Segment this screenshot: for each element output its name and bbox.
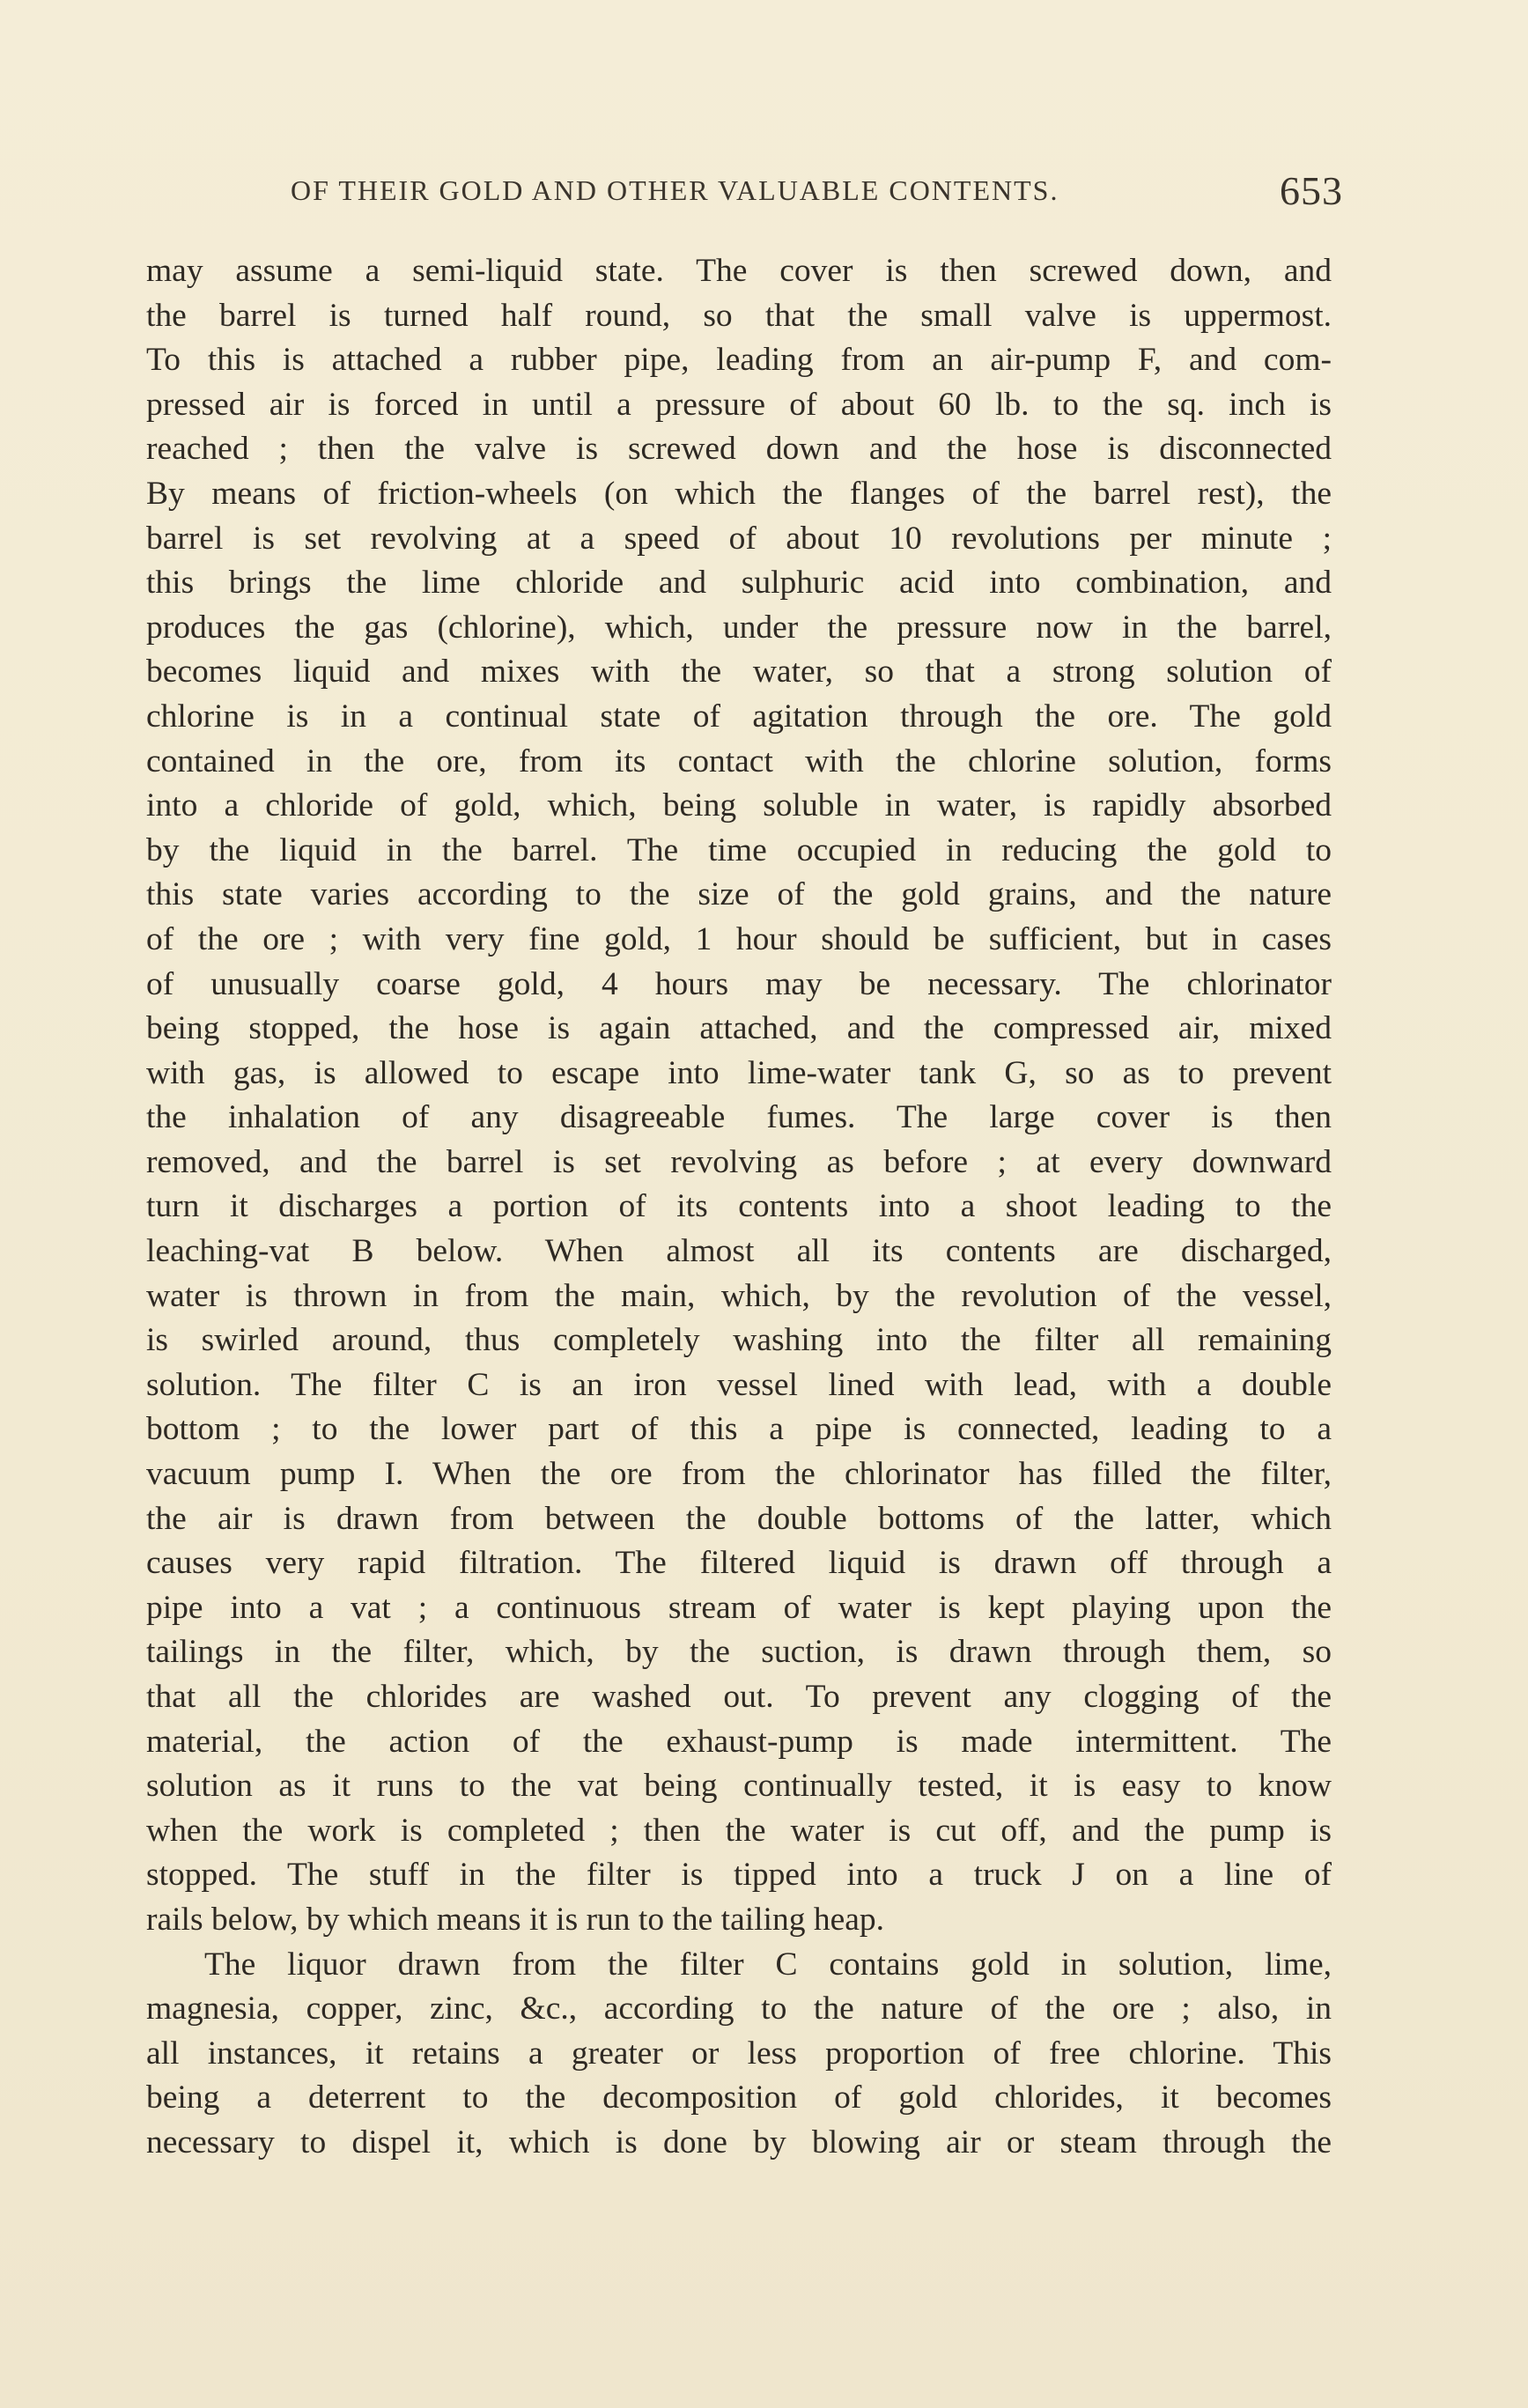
- text-line: being stopped, the hose is again attached, and the compressed air, mixed: [146, 1010, 1332, 1047]
- text-line: rails below, by which means it is run to the tailing heap.: [146, 1901, 885, 1938]
- text-line: To this is attached a rubber pipe, leading from an air-pump F, and com-: [146, 342, 1332, 379]
- text-line: into a chloride of gold, which, being soluble in water, is rapidly absorbed: [146, 787, 1332, 824]
- text-line: bottom ; to the lower part of this a pipe is connected, leading to a: [146, 1411, 1332, 1448]
- text-line: barrel is set revolving at a speed of about 10 revolutions per minute ;: [146, 520, 1332, 557]
- text-line: is swirled around, thus completely washing into the filter all remaining: [146, 1322, 1332, 1359]
- text-line: material, the action of the exhaust-pump is made intermittent. The: [146, 1723, 1332, 1760]
- text-line: of unusually coarse gold, 4 hours may be necessary. The chlorinator: [146, 965, 1332, 1002]
- text-line: the air is drawn from between the double bottoms of the latter, which: [146, 1500, 1332, 1537]
- text-line: turn it discharges a portion of its contents into a shoot leading to the: [146, 1188, 1332, 1225]
- text-line: tailings in the filter, which, by the suction, is drawn through them, so: [146, 1634, 1332, 1671]
- running-head: OF THEIR GOLD AND OTHER VALUABLE CONTENTS.: [291, 174, 1059, 206]
- text-line: chlorine is in a continual state of agitation through the ore. The gold: [146, 698, 1332, 735]
- text-line: that all the chlorides are washed out. To prevent any clogging of the: [146, 1679, 1332, 1715]
- text-line: this brings the lime chloride and sulphuric acid into combination, and: [146, 565, 1332, 602]
- text-line: leaching-vat B below. When almost all its contents are discharged,: [146, 1233, 1332, 1270]
- text-line: being a deterrent to the decomposition of gold chlorides, it becomes: [146, 2079, 1332, 2116]
- text-line: contained in the ore, from its contact with the chlorine solution, forms: [146, 742, 1332, 779]
- text-line: all instances, it retains a greater or less proportion of free chlorine. This: [146, 2035, 1332, 2072]
- text-line: produces the gas (chlorine), which, under the pressure now in the barrel,: [146, 609, 1332, 646]
- text-line: may assume a semi-liquid state. The cover is then screwed down, and: [146, 253, 1332, 289]
- text-line: By means of friction-wheels (on which the flanges of the barrel rest), the: [146, 475, 1332, 512]
- text-line: water is thrown in from the main, which, by the revolution of the vessel,: [146, 1277, 1332, 1314]
- text-line: necessary to dispel it, which is done by blowing air or steam through the: [146, 2124, 1332, 2161]
- text-line: reached ; then the valve is screwed down and the hose is disconnected: [146, 431, 1332, 468]
- text-line: the barrel is turned half round, so that the small valve is uppermost.: [146, 297, 1332, 334]
- text-line: solution as it runs to the vat being continually tested, it is easy to know: [146, 1768, 1332, 1805]
- text-line: vacuum pump I. When the ore from the chlorinator has filled the filter,: [146, 1456, 1332, 1493]
- text-line: The liquor drawn from the filter C contains gold in solution, lime,: [204, 1946, 1332, 1983]
- text-line: stopped. The stuff in the filter is tipped into a truck J on a line of: [146, 1857, 1332, 1894]
- text-line: causes very rapid filtration. The filtered liquid is drawn off through a: [146, 1545, 1332, 1582]
- body-text: [146, 249, 1332, 2166]
- text-line: magnesia, copper, zinc, &c., according to the nature of the ore ; also, in: [146, 1991, 1332, 2028]
- text-line: this state varies according to the size of the gold grains, and the nature: [146, 876, 1332, 913]
- page-number: 653: [1280, 168, 1343, 213]
- text-line: pressed air is forced in until a pressure of about 60 lb. to the sq. inch is: [146, 386, 1332, 423]
- page-header: [291, 168, 1343, 215]
- text-line: removed, and the barrel is set revolving as before ; at every downward: [146, 1143, 1332, 1180]
- text-line: pipe into a vat ; a continuous stream of water is kept playing upon the: [146, 1589, 1332, 1626]
- text-line: by the liquid in the barrel. The time occupied in reducing the gold to: [146, 831, 1332, 868]
- text-line: becomes liquid and mixes with the water, so that a strong solution of: [146, 654, 1332, 691]
- text-line: when the work is completed ; then the water is cut off, and the pump is: [146, 1812, 1332, 1849]
- text-line: the inhalation of any disagreeable fumes. The large cover is then: [146, 1099, 1332, 1136]
- text-line: with gas, is allowed to escape into lime-water tank G, so as to prevent: [146, 1054, 1332, 1091]
- text-line: solution. The filter C is an iron vessel lined with lead, with a double: [146, 1366, 1332, 1403]
- text-line: of the ore ; with very fine gold, 1 hour should be sufficient, but in cases: [146, 920, 1332, 957]
